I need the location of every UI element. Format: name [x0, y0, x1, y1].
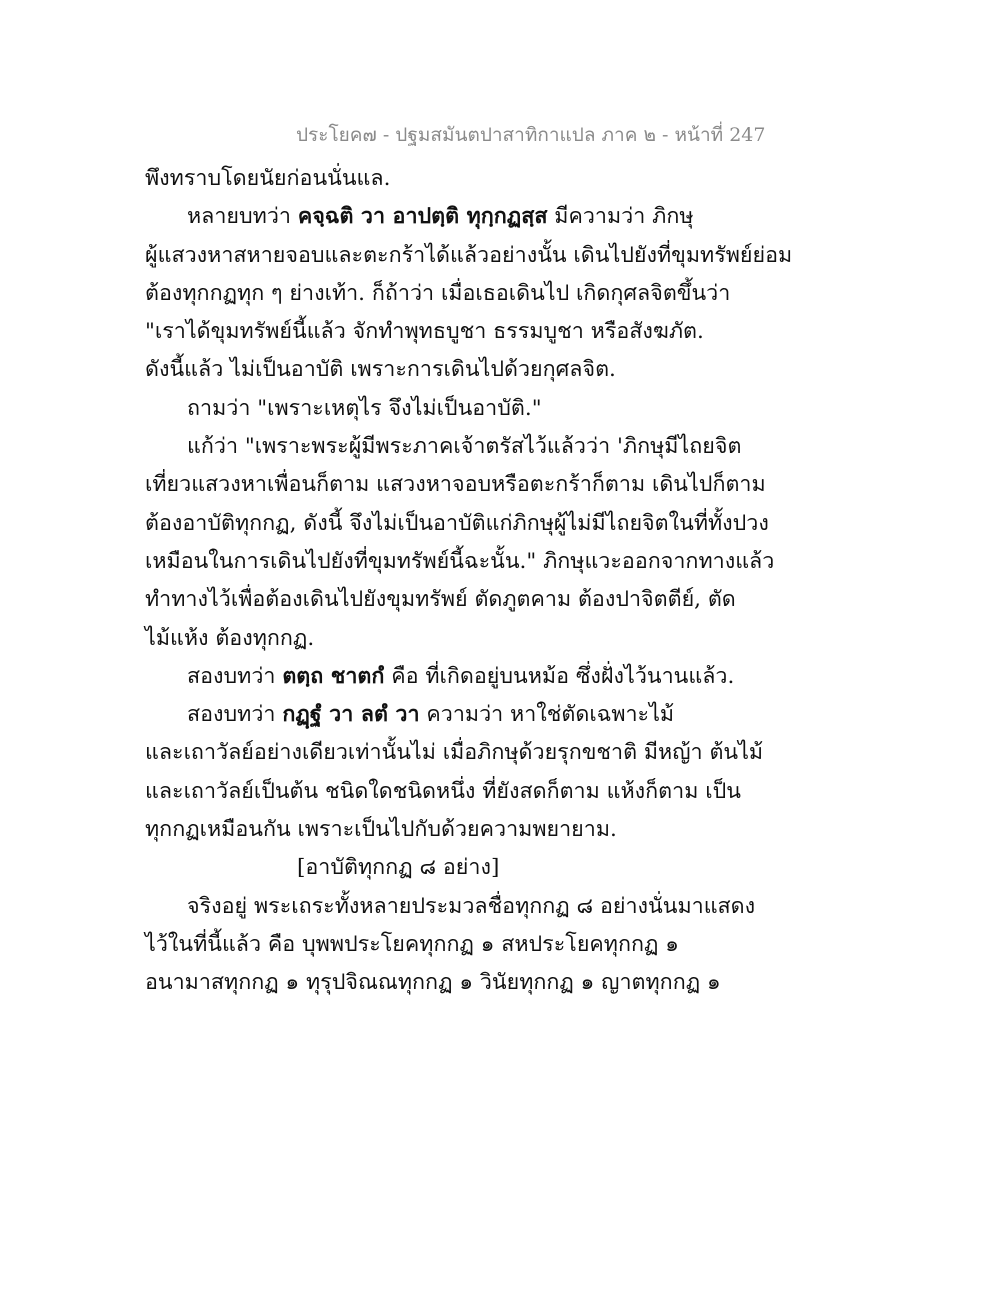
- paragraph-line: ต้องอาบัติทุกกฏ, ดังนี้ จึงไม่เป็นอาบัติแก่ภิกษุผู้ไม่มีไถยจิตในที่ทั้งปวง: [145, 510, 769, 536]
- paragraph-line: และเถาวัลย์อย่างเดียวเท่านั้นไม่ เมื่อภิกษุด้วยรุกขชาติ มีหญ้า ต้นไม้: [145, 740, 764, 766]
- paragraph-line: ดังนี้แล้ว ไม่เป็นอาบัติ เพราะการเดินไปด้วยกุศลจิต.: [145, 357, 616, 383]
- paragraph-line: ถามว่า "เพราะเหตุไร จึงไม่เป็นอาบัติ.": [187, 395, 542, 421]
- paragraph-line: และเถาวัลย์เป็นต้น ชนิดใดชนิดหนึ่ง ที่ยังสดก็ตาม แห้งก็ตาม เป็น: [145, 778, 741, 804]
- pali-term: กฏฺฐํ วา ลตํ วา: [282, 702, 420, 728]
- line-text: สองบทว่า: [187, 702, 283, 728]
- paragraph-line: พึงทราบโดยนัยก่อนนั่นแล.: [145, 166, 391, 191]
- paragraph-line: เหมือนในการเดินไปยังที่ขุมทรัพย์นี้ฉะนั้น." ภิกษุแวะออกจากทางแล้ว: [145, 548, 775, 574]
- paragraph-line: [145, 696, 745, 734]
- paragraph-line: แก้ว่า "เพราะพระผู้มีพระภาคเจ้าตรัสไว้แล้วว่า 'ภิกษุมีไถยจิต: [187, 434, 742, 460]
- paragraph-line: ทำทางไว้เพื่อต้องเดินไปยังขุมทรัพย์ ตัดภูตคาม ต้องปาจิตตีย์, ตัด: [145, 587, 736, 613]
- line-text: หลายบทว่า: [187, 204, 298, 230]
- paragraph-line: จริงอยู่ พระเถระทั้งหลายประมวลชื่อทุกกฏ ๘ อย่างนั่นมาแสดง: [187, 893, 756, 919]
- line-text: สองบทว่า: [187, 663, 283, 689]
- paragraph-line: [145, 658, 745, 696]
- paragraph-line: ไว้ในที่นี้แล้ว คือ บุพพประโยคทุกกฏ ๑ สหประโยคทุกกฏ ๑: [145, 931, 679, 957]
- section-heading: [อาบัติทุกกฏ ๘ อย่าง]: [297, 855, 500, 881]
- paragraph-line: "เราได้ขุมทรัพย์นี้แล้ว จักทำพุทธบูชา ธรรมบูชา หรือสังฆภัต.: [145, 319, 704, 345]
- paragraph-line: ผู้แสวงหาสหายจอบและตะกร้าได้แล้วอย่างนั้น เดินไปยังที่ขุมทรัพย์ย่อม: [145, 242, 793, 268]
- paragraph-line: อนามาสทุกกฏ ๑ ทุรุปจิณณทุกกฏ ๑ วินัยทุกกฏ ๑ ญาตทุกกฏ ๑: [145, 970, 721, 996]
- paragraph-line: ต้องทุกกฏทุก ๆ ย่างเท้า. ก็ถ้าว่า เมื่อเธอเดินไป เกิดกุศลจิตขึ้นว่า: [145, 280, 731, 306]
- line-text: ความว่า หาใช่ตัดเฉพาะไม้: [419, 702, 675, 728]
- pali-term: ตตฺถ ชาตกํ: [282, 663, 385, 689]
- line-text: คือ ที่เกิดอยู่บนหม้อ ซึ่งฝั่งไว้นานแล้ว.: [384, 663, 735, 689]
- paragraph-line: ไม้แห้ง ต้องทุกกฏ.: [145, 625, 315, 651]
- page-body: [145, 160, 793, 1003]
- running-header: ประโยค๗ - ปฐมสมันตปาสาทิกาแปล ภาค ๒ - หน้าที่ 247: [296, 124, 766, 146]
- paragraph-line: เที่ยวแสวงหาเพื่อนก็ตาม แสวงหาจอบหรือตะกร้าก็ตาม เดินไปก็ตาม: [145, 472, 766, 498]
- paragraph-line: [145, 198, 745, 236]
- paragraph-line: ทุกกฏเหมือนกัน เพราะเป็นไปกับด้วยความพยายาม.: [145, 817, 617, 843]
- line-text: มีความว่า ภิกษุ: [547, 204, 694, 230]
- pali-term: คจฺฉติ วา อาปตฺติ ทุกฺกฏสฺส: [297, 204, 548, 230]
